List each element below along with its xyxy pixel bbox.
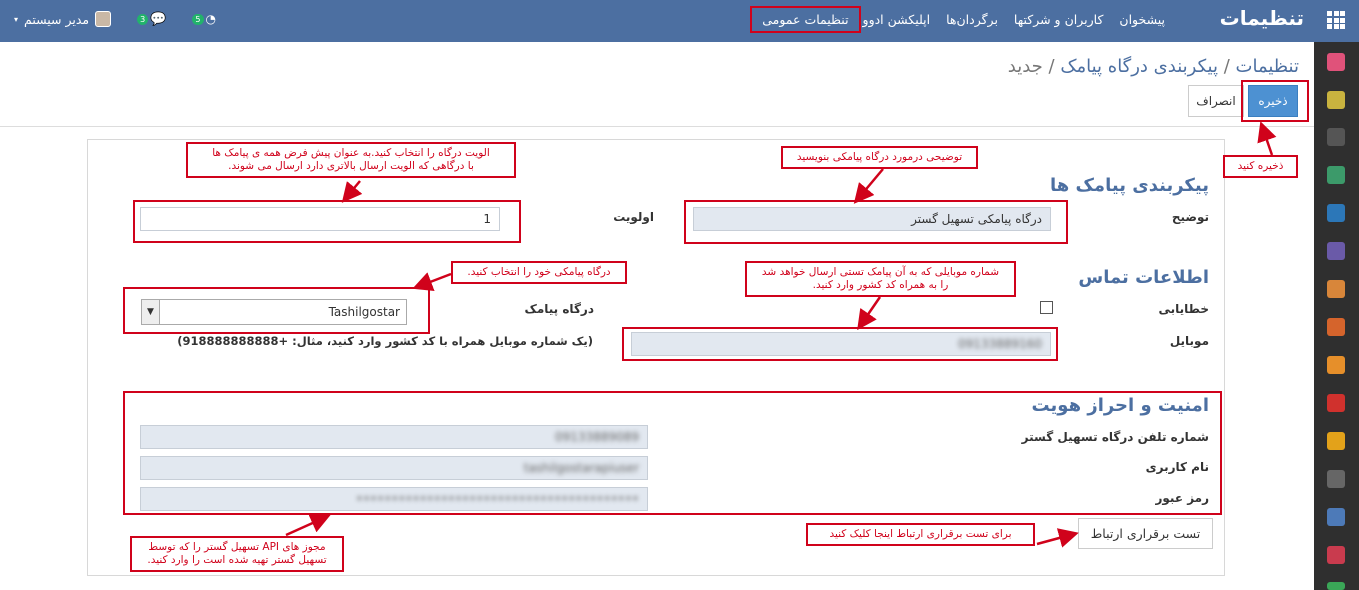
debug-label: خطایابی bbox=[1158, 302, 1209, 316]
top-menu bbox=[746, 12, 1173, 27]
select-caret-icon[interactable]: ▼ bbox=[142, 300, 160, 324]
user-area bbox=[14, 11, 216, 27]
mobile-highlight bbox=[622, 327, 1058, 361]
description-label: توضیح bbox=[1171, 210, 1209, 224]
note-mobile-line2: را به همراه کد کشور وارد کنید. bbox=[812, 279, 949, 291]
gateway-highlight bbox=[123, 287, 430, 334]
username-value: tashilgostarapiuser bbox=[523, 461, 639, 475]
priority-label: اولویت bbox=[613, 210, 654, 224]
pos-icon[interactable] bbox=[1327, 470, 1345, 488]
note-priority-line2: با درگاهی که الویت ارسال بالاتری دارد ارسال می شوند. bbox=[228, 160, 474, 172]
apps-grid-icon[interactable] bbox=[1327, 11, 1345, 29]
password-input[interactable] bbox=[140, 487, 648, 511]
user-name[interactable]: مدیر سیستم bbox=[24, 11, 90, 27]
accounting-icon[interactable] bbox=[1327, 508, 1345, 526]
phone-label: شماره تلفن درگاه تسهیل گستر bbox=[1021, 430, 1209, 444]
menu-users-companies[interactable]: کاربران و شرکتها bbox=[1013, 12, 1104, 27]
chat-icon[interactable]: 💬 bbox=[150, 11, 167, 27]
website-icon[interactable] bbox=[1327, 318, 1345, 336]
mobile-label: موبایل bbox=[1169, 334, 1209, 348]
test-connection-button[interactable]: تست برقراری ارتباط bbox=[1078, 518, 1213, 549]
note-api-line1: مجوز های API تسهیل گستر را که توسط bbox=[148, 541, 326, 553]
note-priority bbox=[186, 142, 516, 178]
avatar[interactable] bbox=[95, 11, 111, 27]
chat-badge: 3 bbox=[137, 14, 148, 25]
note-mobile bbox=[745, 261, 1016, 297]
menu-dashboard[interactable]: پیشخوان bbox=[1119, 12, 1165, 27]
description-input[interactable]: درگاه پیامکی تسهیل گستر bbox=[693, 207, 1051, 231]
phone-value: 09133889089 bbox=[555, 430, 639, 444]
arrow-save bbox=[1262, 126, 1272, 155]
cancel-button[interactable]: انصراف bbox=[1188, 85, 1244, 117]
menu-odoo-apps[interactable]: اپلیکشن ادوو bbox=[862, 12, 931, 27]
helpdesk-icon[interactable] bbox=[1327, 432, 1345, 450]
apps-icon[interactable] bbox=[1327, 546, 1345, 564]
save-highlight bbox=[1241, 80, 1309, 122]
breadcrumb bbox=[1008, 56, 1299, 77]
gateway-label: درگاه پیامک bbox=[524, 302, 594, 316]
section-contact: اطلاعات تماس bbox=[1078, 267, 1209, 288]
username-input[interactable] bbox=[140, 456, 648, 480]
gateway-select-value: Tashilgostar bbox=[328, 305, 400, 319]
note-api bbox=[130, 536, 344, 572]
documents-icon[interactable] bbox=[1327, 394, 1345, 412]
invoicing-icon[interactable] bbox=[1327, 356, 1345, 374]
extra-icon[interactable] bbox=[1327, 582, 1345, 590]
contacts-icon[interactable] bbox=[1327, 166, 1345, 184]
description-highlight bbox=[684, 200, 1068, 244]
activity-clock-icon[interactable]: ◔ bbox=[205, 12, 216, 26]
crm-icon[interactable] bbox=[1327, 204, 1345, 222]
calendar-icon[interactable] bbox=[1327, 91, 1345, 109]
note-save: ذخیره کنید bbox=[1223, 155, 1298, 178]
save-button[interactable]: ذخیره bbox=[1248, 85, 1298, 117]
username-label: نام کاربری bbox=[1145, 460, 1209, 474]
breadcrumb-sep: / bbox=[1223, 56, 1230, 77]
note-gateway: درگاه پیامکی خود را انتخاب کنید. bbox=[451, 261, 627, 284]
debug-checkbox[interactable] bbox=[1040, 301, 1053, 314]
breadcrumb-settings[interactable]: تنظیمات bbox=[1235, 56, 1299, 77]
discuss-icon[interactable] bbox=[1327, 53, 1345, 71]
note-api-line2: تسهیل گستر تهیه شده است را وارد کنید. bbox=[147, 554, 327, 566]
user-dropdown-caret-icon[interactable]: ▾ bbox=[14, 14, 19, 24]
note-priority-line1: الویت درگاه را انتخاب کنید.به عنوان پیش فرض همه ی پیامک ها bbox=[212, 147, 490, 159]
password-label: رمز عبور bbox=[1155, 491, 1209, 505]
breadcrumb-sms-config[interactable]: پیکربندی درگاه پیامک bbox=[1060, 56, 1218, 77]
activity-badge: 5 bbox=[192, 14, 203, 25]
menu-general-settings[interactable]: تنظیمات عمومی bbox=[756, 12, 854, 27]
mobile-hint: (یک شماره موبایل همراه با کد کشور وارد کنید، مثال: +918888888888) bbox=[177, 334, 593, 348]
breadcrumb-new: جدید bbox=[1007, 56, 1043, 77]
divider bbox=[0, 126, 1314, 127]
app-title: تنظیمات bbox=[1219, 6, 1304, 30]
top-navbar bbox=[0, 0, 1359, 42]
reporting-icon[interactable] bbox=[1327, 280, 1345, 298]
mobile-value: 09133889160 bbox=[958, 337, 1042, 351]
password-value: •••••••••••••••••••••••••••••••••••••••• bbox=[355, 492, 639, 506]
menu-translations[interactable]: برگردان‌ها bbox=[946, 12, 998, 27]
priority-highlight bbox=[133, 200, 521, 243]
priority-input[interactable]: 1 bbox=[140, 207, 500, 231]
note-test: برای تست برقراری ارتباط اینجا کلیک کنید bbox=[806, 523, 1035, 546]
sales-icon[interactable] bbox=[1327, 242, 1345, 260]
section-sms-config: پیکربندی پیامک ها bbox=[1050, 175, 1209, 196]
section-security: امنیت و احراز هویت bbox=[1031, 395, 1209, 416]
phone-input[interactable] bbox=[140, 425, 648, 449]
breadcrumb-sep: / bbox=[1048, 56, 1055, 77]
note-description: توضیحی درمورد درگاه پیامکی بنویسید bbox=[781, 146, 978, 169]
note-mobile-line1: شماره موبایلی که به آن پیامک تستی ارسال خواهد شد bbox=[761, 266, 1000, 278]
notes-icon[interactable] bbox=[1327, 128, 1345, 146]
app-sidebar bbox=[1314, 42, 1359, 590]
